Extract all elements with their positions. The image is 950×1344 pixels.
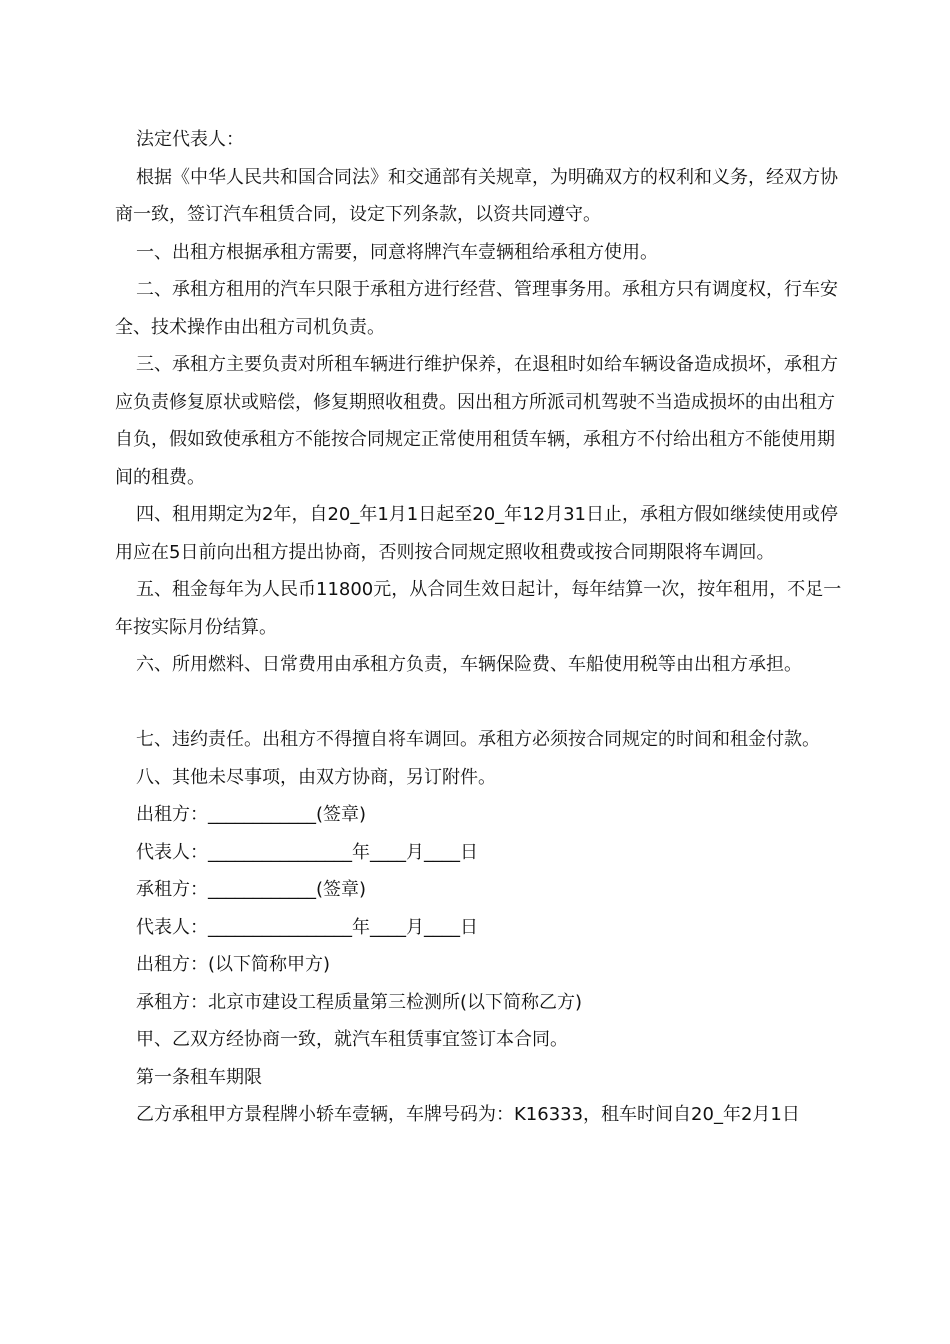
- legal-representative-line: 法定代表人：: [136, 129, 244, 150]
- article-1-body: 乙方承租甲方景程牌小轿车壹辆，车牌号码为：K16333，租车时间自20_年2月1日: [136, 1104, 800, 1125]
- clause-3: 三、承租方主要负责对所租车辆进行维护保养，在退租时如给车辆设备造成损坏，承租方应负责修复原状或赔偿，修复期照收租费。因出租方所派司机驾驶不当造成损坏的由出租方自负，假如致使承租方不能按合同规定正常使用租赁车辆，承租方不付给出租方不能使用期间的租费。: [115, 354, 838, 488]
- contract-body: [115, 121, 845, 1134]
- clause-1: 一、出租方根据承租方需要，同意将牌汽车壹辆租给承租方使用。: [136, 241, 658, 263]
- lessee-representative-date-line: 代表人：________________年____月____日: [136, 916, 478, 938]
- clause-2: 二、承租方租用的汽车只限于承租方进行经营、管理事务用。承租方只有调度权，行车安全、技术操作由出租方司机负责。: [115, 279, 838, 338]
- clause-8: 八、其他未尽事项，由双方协商，另订附件。: [136, 766, 496, 788]
- paragraph-spacer: [115, 684, 845, 722]
- clause-5: 五、租金每年为人民币11800元，从合同生效日起计，每年结算一次，按年租用，不足一年按实际月份结算。: [115, 579, 842, 638]
- agreement-statement: 甲、乙双方经协商一致，就汽车租赁事宜签订本合同。: [136, 1029, 568, 1050]
- party-a-line: 出租方：(以下简称甲方): [136, 954, 331, 975]
- clause-4: 四、租用期定为2年，自20_年1月1日起至20_年12月31日止，承租方假如继续使用或停用应在5日前向出租方提出协商，否则按合同规定照收租费或按合同期限将车调回。: [115, 504, 838, 563]
- clause-7: 七、违约责任。出租方不得擅自将车调回。承租方必须按合同规定的时间和租金付款。: [136, 729, 820, 750]
- lessor-signature-line: 出租方：____________(签章): [136, 804, 367, 825]
- clause-6: 六、所用燃料、日常费用由承租方负责，车辆保险费、车船使用税等由出租方承担。: [136, 654, 802, 675]
- article-1-heading: 第一条租车期限: [136, 1066, 262, 1088]
- party-b-line: 承租方：北京市建设工程质量第三检测所(以下简称乙方): [136, 991, 583, 1013]
- preamble-paragraph: 根据《中华人民共和国合同法》和交通部有关规章，为明确双方的权利和义务，经双方协商一致，签订汽车租赁合同，设定下列条款，以资共同遵守。: [115, 166, 838, 225]
- lessee-signature-line: 承租方：____________(签章): [136, 879, 367, 900]
- lessor-representative-date-line: 代表人：________________年____月____日: [136, 841, 478, 863]
